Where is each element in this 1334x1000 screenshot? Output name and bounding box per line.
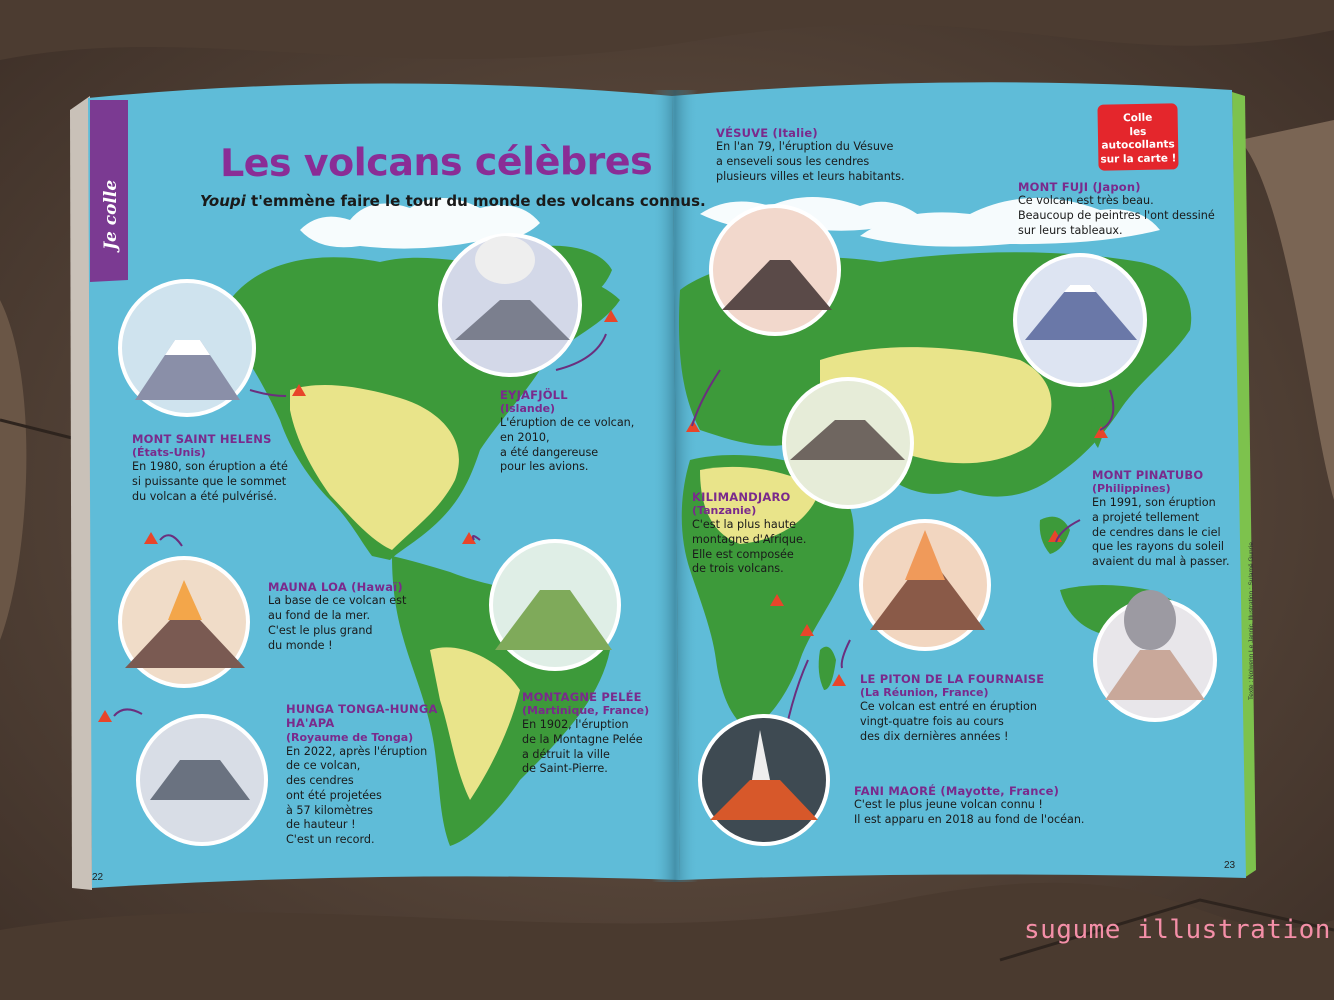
section-tab: Je colle bbox=[101, 179, 121, 251]
page-subtitle bbox=[200, 192, 706, 210]
subtitle-text: t'emmène faire le tour du monde des volcans connus. bbox=[245, 192, 706, 210]
label-vesuve: VÉSUVE (Italie) En l'an 79, l'éruption du Vésuve a enseveli sous les cendres plusieurs villes et leurs habitants. bbox=[716, 126, 905, 183]
label-fani-maore: FANI MAORÉ (Mayotte, France) C'est le plus jeune volcan connu ! Il est apparu en 2018 au fond de l'océan. bbox=[854, 784, 1085, 827]
sticker-badge bbox=[1097, 103, 1178, 170]
page-number-right: 23 bbox=[1224, 860, 1236, 871]
subtitle-magazine-name: Youpi bbox=[200, 192, 246, 210]
label-mont-saint-helens: MONT SAINT HELENS (États-Unis) En 1980, son éruption a été si puissante que le sommet du volcan a été pulvérisé. bbox=[132, 432, 288, 503]
badge-line-1: Colle bbox=[1122, 111, 1153, 125]
label-hunga-tonga: HUNGA TONGA-HUNGA HA'APA (Royaume de Tonga) En 2022, après l'éruption de ce volcan, des cendres ont été projetées à 57 kilomètres de hauteur ! C'est un record. bbox=[286, 702, 438, 847]
page-number-left: 22 bbox=[92, 872, 104, 883]
label-montagne-pelee: MONTAGNE PELÉE (Martinique, France) En 1902, l'éruption de la Montagne Pelée a détruit la ville de Saint-Pierre. bbox=[522, 690, 650, 776]
page-title: Les volcans célèbres bbox=[219, 138, 653, 186]
label-piton-de-la-fournaise: LE PITON DE LA FOURNAISE (La Réunion, France) Ce volcan est entré en éruption vingt-quatre fois au cours des dix dernières années ! bbox=[860, 672, 1045, 743]
watermark: sugume illustration bbox=[1024, 915, 1331, 945]
credit-line: Texte : Nolwenn Le Jannic. Illustration : Sulamë Gunrie. bbox=[1248, 540, 1255, 700]
label-mont-fuji: MONT FUJI (Japon) Ce volcan est très beau. Beaucoup de peintres l'ont dessiné sur leurs tableaux. bbox=[1018, 180, 1215, 237]
badge-line-3: sur la carte ! bbox=[1100, 152, 1177, 166]
label-eyjafjoll: EYJAFJÖLL (Islande) L'éruption de ce volcan, en 2010, a été dangereuse pour les avions. bbox=[500, 388, 635, 474]
label-kilimandjaro: KILIMANDJARO (Tanzanie) C'est la plus haute montagne d'Afrique. Elle est composée de trois volcans. bbox=[692, 490, 807, 576]
label-mauna-loa: MAUNA LOA (Hawaï) La base de ce volcan est au fond de la mer. C'est le plus grand du monde ! bbox=[268, 580, 407, 652]
label-mont-pinatubo: MONT PINATUBO (Philippines) En 1991, son éruption a projeté tellement de cendres dans le ciel que les rayons du soleil avaient du mal à passer. bbox=[1092, 468, 1230, 569]
badge-line-2: les autocollants bbox=[1101, 125, 1175, 152]
